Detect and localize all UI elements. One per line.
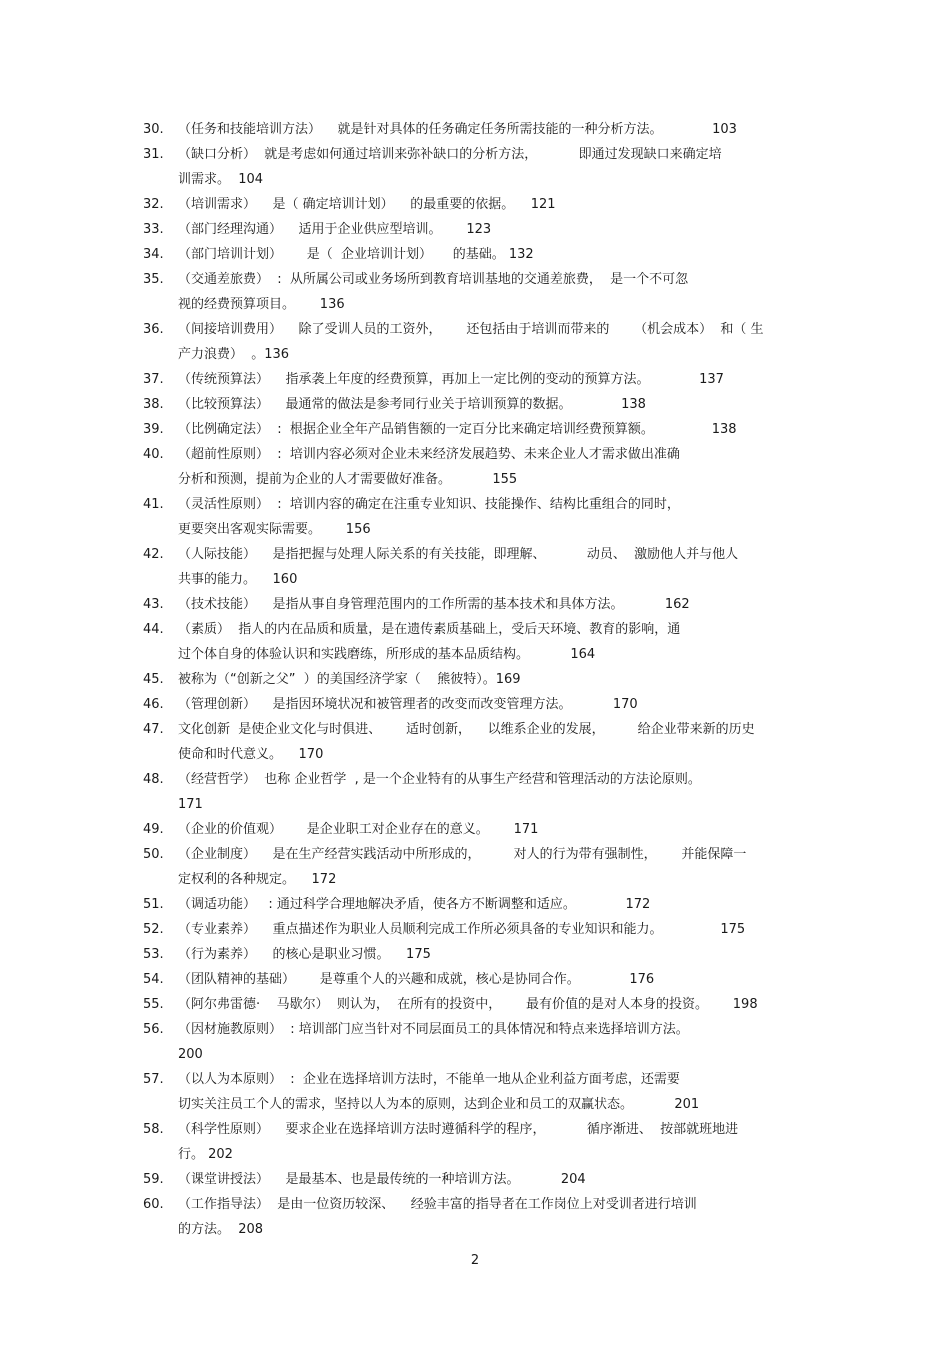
item-text-line: （因材施教原则） : 培训部门应当针对不同层面员工的具体情况和特点来选择培训方法。 [178,1022,689,1037]
item-text [178,1067,823,1117]
item-number: 53. [143,947,164,962]
item-number: 30. [143,122,164,137]
item-text-line: 行。 202 [178,1147,233,1162]
item-text [178,817,823,842]
item-text [178,417,823,442]
item-text-line: （经营哲学） 也称 企业哲学 , 是一个企业特有的从事生产经营和管理活动的方法论原则。 [178,772,701,787]
item-number: 39. [143,422,164,437]
item-text [178,217,823,242]
item-number: 55. [143,997,164,1012]
list-item [143,1192,823,1242]
item-number: 48. [143,772,164,787]
list-item [143,117,823,142]
item-text-line: （人际技能） 是指把握与处理人际关系的有关技能，即理解、 动员、 激励他人并与他人 [178,547,739,562]
item-text-line: 171 [178,797,203,812]
item-text-line: （灵活性原则） : 培训内容的确定在注重专业知识、技能操作、结构比重组合的同时， [178,497,680,512]
item-text [178,917,823,942]
item-text [178,717,823,767]
item-text [178,1117,823,1167]
item-text-line: （工作指导法） 是由一位资历较深、 经验丰富的指导者在工作岗位上对受训者进行培训 [178,1197,697,1212]
list-item [143,542,823,592]
page-number: 2 [470,1253,480,1268]
list-item [143,892,823,917]
item-text-line: （间接培训费用） 除了受训人员的工资外， 还包括由于培训而带来的 （机会成本） 和（ 生 [178,322,764,337]
list-item [143,242,823,267]
item-text [178,592,823,617]
item-text [178,542,823,592]
item-text-line: （管理创新） 是指因环境状况和被管理者的改变而改变管理方法。 170 [178,697,638,712]
list-item [143,267,823,317]
list-item [143,667,823,692]
list-item [143,192,823,217]
item-number: 40. [143,447,164,462]
item-text-line: （企业制度） 是在生产经营实践活动中所形成的， 对人的行为带有强制性， 并能保障一 [178,847,747,862]
list-item [143,142,823,192]
item-number: 43. [143,597,164,612]
item-number: 38. [143,397,164,412]
item-text [178,392,823,417]
item-text-line: 使命和时代意义。 170 [178,747,324,762]
list-item [143,717,823,767]
list-item [143,917,823,942]
item-number: 59. [143,1172,164,1187]
list-item [143,442,823,492]
item-text-line: 分析和预测，提前为企业的人才需要做好准备。 155 [178,472,518,487]
item-number: 57. [143,1072,164,1087]
item-text-line: （部门培训计划） 是（ 企业培训计划） 的基础。 132 [178,247,534,262]
item-number: 44. [143,622,164,637]
item-number: 58. [143,1122,164,1137]
item-number: 51. [143,897,164,912]
item-text-line: （以人为本原则） : 企业在选择培训方法时，不能单一地从企业利益方面考虑，还需要 [178,1072,680,1087]
list-item [143,817,823,842]
item-number: 60. [143,1197,164,1212]
item-text-line: 文化创新 是使企业文化与时俱进、 适时创新， 以维系企业的发展， 给企业带来新的历史 [178,722,755,737]
list-item [143,417,823,442]
list-item [143,317,823,367]
item-text-line: （任务和技能培训方法） 就是针对具体的任务确定任务所需技能的一种分析方法。 103 [178,122,737,137]
item-text-line: 的方法。 208 [178,1222,264,1237]
item-number: 31. [143,147,164,162]
item-text [178,267,823,317]
list-item [143,392,823,417]
item-number: 56. [143,1022,164,1037]
item-number: 36. [143,322,164,337]
item-text [178,617,823,667]
item-text [178,367,823,392]
list-item [143,942,823,967]
item-text [178,767,823,817]
list-item [143,967,823,992]
item-text [178,892,823,917]
item-text-line: （部门经理沟通） 适用于企业供应型培训。 123 [178,222,492,237]
list-item [143,1167,823,1192]
item-text [178,1017,823,1067]
item-text-line: 产力浪费） 。136 [178,347,290,362]
item-number: 35. [143,272,164,287]
item-text-line: （调适功能） : 通过科学合理地解决矛盾，使各方不断调整和适应。 172 [178,897,651,912]
item-text-line: （阿尔弗雷德· 马歇尔） 则认为， 在所有的投资中， 最有价值的是对人本身的投资。 198 [178,997,758,1012]
list-item [143,592,823,617]
item-text-line: 切实关注员工个人的需求，坚持以人为本的原则，达到企业和员工的双赢状态。 201 [178,1097,700,1112]
item-text-line: 过个体自身的体验认识和实践磨练，所形成的基本品质结构。 164 [178,647,596,662]
definition-list [143,117,823,1242]
list-item [143,1067,823,1117]
item-text [178,1167,823,1192]
item-text-line: （团队精神的基础） 是尊重个人的兴趣和成就，核心是协同合作。 176 [178,972,655,987]
item-text-line: 200 [178,1047,203,1062]
list-item [143,767,823,817]
item-text-line: （比较预算法） 最通常的做法是参考同行业关于培训预算的数据。 138 [178,397,646,412]
item-text [178,192,823,217]
item-text-line: （课堂讲授法） 是最基本、也是最传统的一种培训方法。 204 [178,1172,586,1187]
list-item [143,492,823,542]
item-number: 50. [143,847,164,862]
item-number: 49. [143,822,164,837]
item-text-line: 训需求。 104 [178,172,264,187]
list-item [143,842,823,892]
item-text [178,242,823,267]
list-item [143,1117,823,1167]
item-text-line: 定权利的各种规定。 172 [178,872,337,887]
item-text [178,117,823,142]
item-number: 41. [143,497,164,512]
item-text [178,842,823,892]
item-text-line: （技术技能） 是指从事自身管理范围内的工作所需的基本技术和具体方法。 162 [178,597,690,612]
item-text-line: 共事的能力。 160 [178,572,298,587]
item-text-line: （比例确定法） : 根据企业全年产品销售额的一定百分比来确定培训经费预算额。 138 [178,422,737,437]
item-text-line: （缺口分析） 就是考虑如何通过培训来弥补缺口的分析方法， 即通过发现缺口来确定培 [178,147,722,162]
item-text-line: （企业的价值观） 是企业职工对企业存在的意义。 171 [178,822,539,837]
item-number: 46. [143,697,164,712]
list-item [143,617,823,667]
item-text [178,667,823,692]
item-text [178,942,823,967]
item-text-line: （素质） 指人的内在品质和质量，是在遗传素质基础上，受后天环境、教育的影响，通 [178,622,681,637]
list-item [143,1017,823,1067]
item-text-line: （培训需求） 是（ 确定培训计划） 的最重要的依据。 121 [178,197,556,212]
item-text-line: 被称为（“创新之父” ）的美国经济学家（ 熊彼特）。169 [178,672,521,687]
item-text [178,492,823,542]
item-number: 47. [143,722,164,737]
item-text-line: （行为素养） 的核心是职业习惯。 175 [178,947,431,962]
item-text [178,692,823,717]
item-text [178,992,823,1017]
item-number: 32. [143,197,164,212]
item-text-line: （专业素养） 重点描述作为职业人员顺利完成工作所必须具备的专业知识和能力。 175 [178,922,746,937]
list-item [143,367,823,392]
item-text-line: 视的经费预算项目。 136 [178,297,345,312]
item-text-line: （超前性原则） : 培训内容必须对企业未来经济发展趋势、未来企业人才需求做出准确 [178,447,680,462]
item-number: 33. [143,222,164,237]
list-item [143,692,823,717]
item-number: 34. [143,247,164,262]
item-text [178,1192,823,1242]
list-item [143,217,823,242]
item-text-line: （传统预算法） 指承袭上年度的经费预算，再加上一定比例的变动的预算方法。 137 [178,372,724,387]
item-text-line: 更要突出客观实际需要。 156 [178,522,371,537]
item-text [178,967,823,992]
item-number: 37. [143,372,164,387]
item-text-line: （交通差旅费） : 从所属公司或业务场所到教育培训基地的交通差旅费， 是一个不可忽 [178,272,689,287]
item-text [178,442,823,492]
item-number: 54. [143,972,164,987]
item-text-line: （科学性原则） 要求企业在选择培训方法时遵循科学的程序， 循序渐进、 按部就班地进 [178,1122,739,1137]
item-text [178,317,823,367]
item-text [178,142,823,192]
item-number: 45. [143,672,164,687]
list-item [143,992,823,1017]
item-number: 42. [143,547,164,562]
item-number: 52. [143,922,164,937]
